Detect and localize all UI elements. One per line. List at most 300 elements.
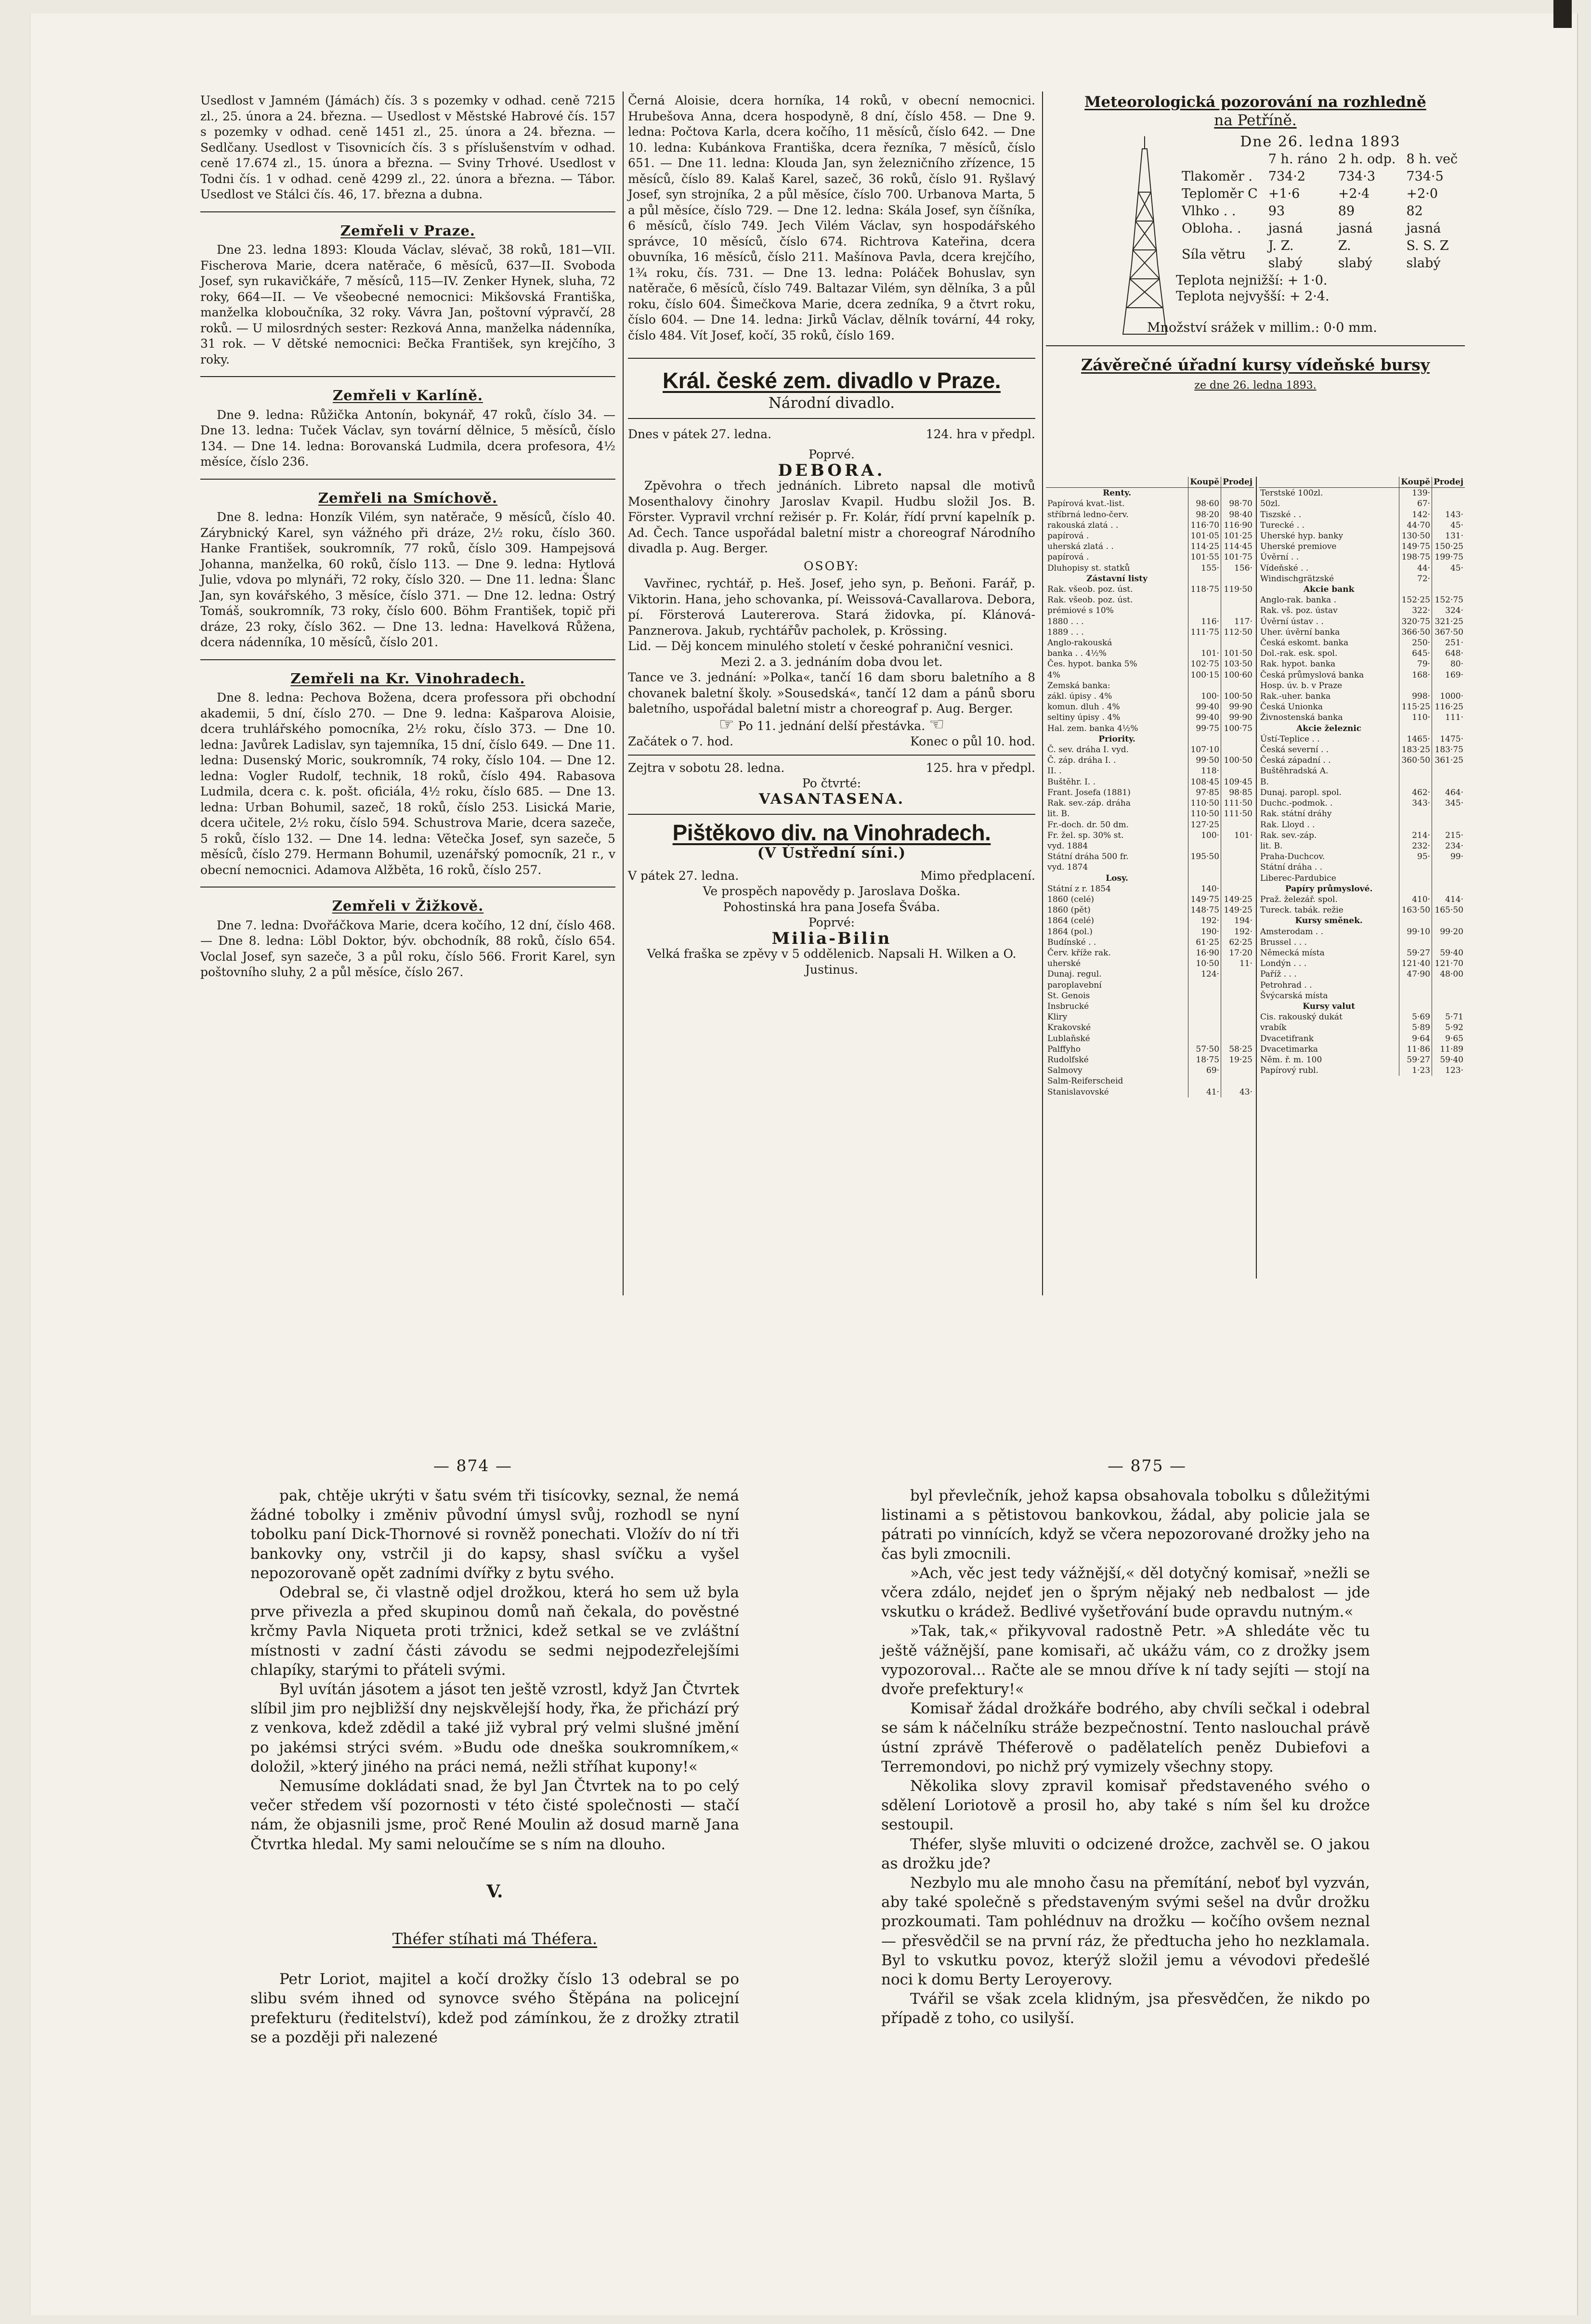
time-morning: 7 h. ráno [1268, 151, 1328, 167]
sell-price [1432, 777, 1465, 787]
sell-price: 1000· [1432, 691, 1465, 702]
security-name: Praž. železář. spol. [1260, 894, 1338, 904]
bourse-row [1259, 1055, 1465, 1065]
security-name: Londýn . . . [1260, 959, 1307, 969]
buy-price: 152·25 [1399, 595, 1432, 605]
buy-price [1188, 638, 1221, 648]
pressure-row [1177, 169, 1462, 185]
bourse-row [1046, 712, 1254, 723]
bourse-row [1259, 1065, 1465, 1076]
bourse-row [1046, 509, 1254, 520]
sell-price: 152·75 [1432, 595, 1465, 605]
setting-text: Lid. — Děj koncem minulého století v české pohraniční vesnici. [628, 639, 1014, 653]
sell-price [1432, 991, 1465, 1001]
bourse-row [1046, 648, 1254, 659]
buy-price [1188, 991, 1221, 1001]
end-time: Konec o půl 10. hod. [910, 734, 1035, 748]
sell-price [1221, 1065, 1254, 1076]
novel-paragraph: Théfer, slyše mluviti o odcizené drožce, zachvěl se. O jakou as drožku jde? [881, 1835, 1370, 1872]
humidity-row [1177, 203, 1462, 220]
bourse-table-left [1046, 477, 1254, 1097]
buy-price [1399, 680, 1432, 691]
sell-price: 11· [1221, 958, 1254, 969]
sell-price: 100·50 [1221, 755, 1254, 766]
sell-price [1221, 851, 1254, 862]
buy-price: 59·27 [1399, 1055, 1432, 1065]
security-name: lit. B. [1260, 841, 1283, 851]
sell-price: 103·50 [1221, 659, 1254, 669]
sell-price: 19·25 [1221, 1055, 1254, 1065]
deaths-prague-text: Dne 23. ledna 1893: Klouda Václav, slévač, 38 roků, 181—VII. Fischerova Marie, dcera natěrače, 6 měsíců, 637—II. Svoboda Josef, syn rukavičkáře, 7 měsíců, 115—IV. Zenker Hynek, sluha, 72 roky, 664—II. — Ve všeobecné nemocnici: Mikšovská Františka, manželka kloboučníka, 32 roky. Vávra Jan, poštovní výpravčí, 28 roků. — U milosrdných sester: Rezková Anna, manželka nádenníka, 31 rok. — V dětské nemocnici: Bečka František, syn krejčího, 3 roky. [200, 243, 615, 366]
play-title-milia-bilin: Milia-Bilin [771, 928, 892, 948]
security-name: Státní z r. 1854 [1047, 884, 1111, 894]
meteo-block [1046, 134, 1465, 341]
bourse-row [1046, 862, 1254, 873]
security-name: Dvacetifrank [1260, 1033, 1314, 1044]
security-name: Buštěhr. I. . [1047, 777, 1095, 787]
buy-price [1188, 680, 1221, 691]
meteo-table [1176, 134, 1465, 304]
bourse-row [1259, 958, 1465, 969]
sell-price: 1475· [1432, 734, 1465, 744]
security-name: Liberec-Pardubice [1260, 873, 1336, 883]
sell-price: 62·25 [1221, 937, 1254, 948]
security-name: rakouská zlatá . . [1047, 520, 1119, 530]
security-name: B. [1260, 777, 1269, 787]
buy-price [1399, 862, 1432, 873]
buy-price [1399, 873, 1432, 884]
sell-price: 45· [1432, 520, 1465, 531]
sell-price [1221, 980, 1254, 991]
buy-price: 57·50 [1188, 1044, 1221, 1055]
security-name: Rudolfské [1047, 1055, 1089, 1065]
buy-header: Koupě [1399, 477, 1432, 488]
bourse-row [1259, 755, 1465, 766]
divider [200, 211, 615, 212]
security-name: Uherské premiove [1260, 542, 1337, 552]
sell-price: 149·25 [1221, 894, 1254, 905]
bourse-row [1259, 616, 1465, 627]
bourse-row [1259, 937, 1465, 948]
buy-price: 44·70 [1399, 520, 1432, 531]
security-name: Dunaj. regul. [1047, 969, 1102, 979]
play-description: Zpěvohra o třech jednáních. Libreto napsal dle motivů Mosenthalovy činohry Jaroslav Kvapil. Hudbu složil Jos. B. Förster. Vypravil vrchní režisér p. Fr. Kolár, řídí první kapelník p. Ad. Čech. Tance uspořádal baletní mistr a choreograf Národního divadla p. Aug. Berger. [628, 479, 1035, 555]
sell-price: 99·20 [1432, 927, 1465, 937]
tomorrow-date: Zejtra v sobotu 28. ledna. [628, 760, 785, 775]
sell-price: 123· [1432, 1065, 1465, 1076]
bourse-row [1259, 702, 1465, 712]
sell-price [1221, 820, 1254, 830]
novel-column-left [250, 1486, 739, 2047]
tomorrow-line [628, 760, 1035, 776]
sky-value: jasná [1338, 221, 1373, 236]
bourse-row [1259, 605, 1465, 616]
sell-price [1221, 1012, 1254, 1022]
bourse-title: Závěrečné úřadní kursy vídeňské bursy [1081, 355, 1430, 374]
humidity-value: 93 [1268, 203, 1285, 219]
buy-price: 101·55 [1188, 552, 1221, 562]
bourse-row [1046, 1065, 1254, 1076]
buy-price: 250· [1399, 638, 1432, 648]
bourse-row [1259, 648, 1465, 659]
sky-row [1177, 221, 1462, 237]
wind-strength: slabý [1268, 255, 1303, 271]
bourse-row [1046, 627, 1254, 638]
sell-price: 192· [1221, 927, 1254, 937]
buy-price [1399, 884, 1432, 894]
security-name: Salmovy [1047, 1066, 1082, 1076]
security-name: Rak. sev.-záp. dráha [1047, 798, 1131, 809]
auctions-text: Usedlost v Jamném (Jámách) čís. 3 s pozemky v odhad. ceně 7215 zl., 25. února a 24. března. — Usedlost v Městské Habrové čís. 157 s pozemky v odhad. ceně 1451 zl., 25. února a 24. března. — Sedlčany. Usedlost v Tisovnicích čís. 3 s příslušenstvím v odhad. ceně 17.674 zl., 15. února a března. — Sviny Trhové. Usedlost v Todni čís. 1 v odhad. ceně 4299 zl., 22. února a března. — Tábor. Usedlost ve Stálci čís. 46, 17. března a dubna. [200, 93, 615, 201]
sell-price: 116·25 [1432, 702, 1465, 712]
security-name: Něm. ř. m. 100 [1260, 1055, 1322, 1065]
security-name: Akcie bank [1303, 585, 1355, 595]
bourse-row [1046, 884, 1254, 894]
pressure-value: 734·5 [1406, 169, 1444, 184]
sell-price [1221, 488, 1254, 499]
buy-price: 99·75 [1188, 723, 1221, 734]
sell-price: 100·50 [1221, 691, 1254, 702]
start-end-line [628, 734, 1035, 750]
chapter-title: Théfer stíhati má Théfera. [392, 1930, 598, 1948]
security-name: Státní dráha . . [1260, 862, 1323, 873]
security-name: Priority. [1098, 734, 1135, 744]
bourse-row [1046, 723, 1254, 734]
bourse-row [1046, 552, 1254, 562]
heading-deaths-prague: Zemřeli v Praze. [340, 222, 475, 239]
buy-price: 101·05 [1188, 531, 1221, 541]
deaths-continued-text: Černá Aloisie, dcera horníka, 14 roků, v obecní nemocnici. Hrubešova Anna, dcera hospodyně, 8 dní, číslo 458. — Dne 9. ledna: Počtova Karla, dcera kočího, 11 měsíců, číslo 642. — Dne 10. ledna: Kubánkova Františka, dcera řezníka, 7 měsíců, číslo 651. — Dne 11. ledna: Klouda Jan, syn železničního zřízence, 15 měsíců, číslo 89. Kalaš Karel, sazeč, 36 roků, číslo 91. Ryšlavý Josef, syn strojníka, 2 a půl měsíce, číslo 700. Urbanova Marta, 5 a půl měsíce, číslo 729. — Dne 12. ledna: Skála Josef, syn číšníka, 6 měsíců, číslo 749. Jech Vilém Václav, syn hospodářského správce, 10 měsíců, číslo 674. Richtrova Kateřina, dcera obuvníka, 16 měsíců, číslo 211. Mašínova Pavla, dcera krejčího, 1¾ roku, čís. 731. — Dne 13. ledna: Poláček Bohuslav, syn natěrače, 6 měsíců, číslo 749. Baltazar Vilém, syn dělníka, 3 a půl roku, číslo 604. Šimečkova Marie, dcera zedníka, 9 a čtvrt roku, číslo 604. — Dne 14. ledna: Jirků Václav, dělník tovární, 44 roky, číslo 484. Vít Josef, kočí, 35 roků, číslo 169. [628, 93, 1035, 342]
sell-price: 43· [1221, 1087, 1254, 1097]
buy-price: 114·25 [1188, 541, 1221, 552]
buy-price: 149·75 [1399, 541, 1432, 552]
sell-price: 98·85 [1221, 787, 1254, 798]
sell-price: 59·40 [1432, 1055, 1465, 1065]
bourse-header-row [1259, 477, 1465, 488]
bourse-row [1046, 969, 1254, 979]
security-name: Palffyho [1047, 1044, 1081, 1054]
security-name: Hal. zem. banka 4½% [1047, 723, 1138, 733]
sell-price: 111· [1432, 712, 1465, 723]
bourse-row [1046, 520, 1254, 531]
bourse-row [1046, 1012, 1254, 1022]
sell-price: 169· [1432, 670, 1465, 680]
security-name: Dol.-rak. esk. spol. [1260, 649, 1338, 659]
sell-price: 111·50 [1221, 798, 1254, 809]
sell-price: 99·90 [1221, 702, 1254, 712]
security-name: Uherské hyp. banky [1260, 531, 1343, 541]
bourse-row [1259, 841, 1465, 851]
bourse-row [1259, 777, 1465, 787]
bourse-row [1046, 851, 1254, 862]
security-name: Čes. hypot. banka 5% [1047, 659, 1137, 669]
sell-price: 183·75 [1432, 744, 1465, 755]
sell-price: 119·50 [1221, 584, 1254, 595]
buy-price: 97·85 [1188, 787, 1221, 798]
humidity-label: Vlhko . . [1182, 203, 1236, 219]
security-name: komun. dluh . 4% [1047, 702, 1120, 712]
buy-price: 5·69 [1399, 1012, 1432, 1022]
security-name: Švýcarská místa [1260, 991, 1328, 1001]
security-name: Papírový rubl. [1260, 1066, 1318, 1076]
sell-price: 9·65 [1432, 1033, 1465, 1044]
sell-price: 367·50 [1432, 627, 1465, 638]
page-number-right: — 875 — [1108, 1456, 1187, 1475]
temperature-value: +2·4 [1338, 186, 1370, 201]
buy-price: 110·50 [1188, 809, 1221, 819]
play-title-vasantasena: VASANTASENA. [758, 790, 905, 808]
security-name: Lublaňské [1047, 1033, 1090, 1044]
sell-price [1221, 873, 1254, 884]
security-name: 1880 . . . [1047, 616, 1084, 627]
sell-price: 100·60 [1221, 670, 1254, 680]
sell-price [1221, 884, 1254, 894]
buy-price [1188, 873, 1221, 884]
start-time: Začátek o 7. hod. [628, 734, 734, 748]
sell-price: 648· [1432, 648, 1465, 659]
sell-price: 215· [1432, 830, 1465, 841]
novel-paragraphs-right [881, 1486, 1370, 2028]
security-name: Insbrucké [1047, 1001, 1089, 1011]
bourse-row [1259, 798, 1465, 809]
buy-price: 462· [1399, 787, 1432, 798]
security-name: Krakovské [1047, 1023, 1091, 1033]
novel-column-right [881, 1486, 1370, 2028]
bourse-date: ze dne 26. ledna 1893. [1194, 379, 1317, 392]
buy-price: 100· [1188, 691, 1221, 702]
security-name: Akcie železnic [1296, 723, 1362, 733]
security-name: stříbrná ledno-červ. [1047, 509, 1129, 520]
security-name: Budínské . . [1047, 937, 1096, 947]
buy-price [1188, 980, 1221, 991]
humidity-value: 82 [1406, 203, 1423, 219]
cast-heading: OSOBY: [804, 559, 860, 573]
buy-price: 47·90 [1399, 969, 1432, 979]
security-name: prémiové s 10% [1047, 606, 1114, 616]
security-name: Tureck. tabák. režie [1260, 905, 1343, 915]
security-name: 1864 (pol.) [1047, 927, 1093, 937]
theatre-national-title: Král. české zem. divadlo v Praze. [663, 368, 1001, 393]
bourse-quotes-right [1259, 477, 1465, 1076]
divider [200, 887, 615, 888]
buy-header: Koupě [1188, 477, 1221, 488]
security-name: Duchc.-podmok. . [1260, 798, 1333, 809]
security-name: Fr. žel. sp. 30% st. [1047, 830, 1124, 840]
security-name: banka . . 4½% [1047, 649, 1107, 659]
sell-price: 112·50 [1221, 627, 1254, 638]
sky-value: jasná [1406, 221, 1441, 236]
security-name: Amsterodam . . [1260, 927, 1324, 937]
security-name: papírová . [1047, 531, 1089, 541]
theatre-vinohrady-subtitle: (V Ústřední síni.) [757, 845, 906, 862]
bourse-row [1259, 830, 1465, 841]
wind-label: Síla větru [1182, 247, 1246, 262]
sell-price: 101·25 [1221, 531, 1254, 541]
bourse-row [1259, 1044, 1465, 1055]
temperature-row [1177, 186, 1462, 202]
buy-price [1188, 595, 1221, 605]
buy-price: 116·70 [1188, 520, 1221, 531]
buy-price: 18·75 [1188, 1055, 1221, 1065]
security-name: vyd. 1884 [1047, 841, 1088, 851]
bourse-row [1046, 531, 1254, 541]
security-name: Česká Unionka [1260, 702, 1323, 712]
wind-strength: slabý [1338, 255, 1372, 271]
security-name: Kursy valut [1303, 1001, 1355, 1011]
bourse-row [1259, 744, 1465, 755]
buy-price: 168· [1399, 670, 1432, 680]
bourse-row [1046, 958, 1254, 969]
column-deaths-1 [200, 93, 615, 980]
security-name: seltiny úpisy . 4% [1047, 713, 1121, 723]
bourse-table-right [1259, 477, 1465, 1076]
bourse-row [1259, 659, 1465, 669]
security-name: II. . [1047, 766, 1062, 776]
buy-price: 67· [1399, 498, 1432, 509]
security-name: Turecké . . [1260, 520, 1304, 530]
buy-price: 155· [1188, 563, 1221, 574]
bourse-row [1046, 798, 1254, 809]
bourse-row [1046, 894, 1254, 905]
sell-price [1221, 1001, 1254, 1012]
vinohrady-description: Velká fraška se zpěvy v 5 oddělenicb. Napsali H. Wilken a O. Justinus. [647, 947, 1017, 977]
security-name: Rak. hypot. banka [1260, 659, 1336, 669]
security-name: Brussel . . . [1260, 937, 1307, 947]
security-name: Windischgrätzské [1260, 574, 1334, 584]
temperature-label: Teploměr C [1182, 186, 1258, 201]
bourse-row [1259, 1001, 1465, 1012]
novel-paragraph: Tvářil se však zcela klidným, jsa přesvědčen, že nikdo po případě z toho, co usilyší. [881, 1990, 1370, 2027]
buy-price [1188, 1076, 1221, 1086]
wind-direction: J. Z. [1268, 238, 1294, 253]
security-name: Úvěrní . . [1260, 552, 1299, 562]
buy-price [1188, 488, 1221, 499]
bourse-row [1259, 787, 1465, 798]
buy-price [1399, 991, 1432, 1001]
security-name: papírová . [1047, 552, 1089, 562]
sell-price [1432, 980, 1465, 991]
buy-price: 16·90 [1188, 948, 1221, 958]
buy-price [1188, 841, 1221, 851]
buy-price [1399, 980, 1432, 991]
buy-price: 102·75 [1188, 659, 1221, 669]
security-name: Živnostenská banka [1260, 713, 1343, 723]
sell-price [1221, 744, 1254, 755]
sell-price: 464· [1432, 787, 1465, 798]
buy-price: 59·27 [1399, 948, 1432, 958]
sell-price [1221, 595, 1254, 605]
bourse-row [1259, 894, 1465, 905]
sell-price [1432, 1001, 1465, 1012]
vinohrady-subscription: Mimo předplacení. [920, 868, 1035, 883]
sell-price: 116·90 [1221, 520, 1254, 531]
sell-price [1432, 488, 1465, 499]
heading-deaths-vinohrady: Zemřeli na Kr. Vinohradech. [290, 670, 525, 687]
sell-price: 150·25 [1432, 541, 1465, 552]
security-name: Č. sev. dráha I. vyd. [1047, 745, 1129, 755]
bourse-row [1046, 734, 1254, 744]
security-name: Státní dráha 500 fr. [1047, 852, 1129, 862]
sell-header: Prodej [1432, 477, 1465, 488]
bourse-row [1046, 937, 1254, 948]
security-name: Stanislavovské [1047, 1087, 1109, 1097]
security-name: Salm-Reiferscheid [1047, 1076, 1123, 1086]
bourse-row [1259, 873, 1465, 884]
buy-price: 410· [1399, 894, 1432, 905]
buy-price: 148·75 [1188, 905, 1221, 915]
sell-price: 99· [1432, 851, 1465, 862]
temperature-value: +1·6 [1268, 186, 1300, 201]
bourse-row [1046, 595, 1254, 605]
buy-price: 61·25 [1188, 937, 1221, 948]
sell-price: 251· [1432, 638, 1465, 648]
security-name: Papírová kvat.-list. [1047, 499, 1125, 509]
sell-price: 194· [1221, 915, 1254, 926]
buy-price [1399, 777, 1432, 787]
buy-price [1399, 809, 1432, 819]
deaths-zizkov-text: Dne 7. ledna: Dvořáčkova Marie, dcera kočího, 12 dní, číslo 468. — Dne 8. ledna: Löbl Doktor, býv. obchodník, 88 roků, číslo 654. Voclal Josef, syn sazeče, 3 a půl roku, číslo 566. Frorit Karel, syn poštovního sluhy, 2 a půl měsíce, číslo 267. [200, 918, 615, 979]
sell-price [1221, 862, 1254, 873]
sell-price: 234· [1432, 841, 1465, 851]
security-name: Anglo-rak. banka . [1260, 595, 1337, 605]
buy-price [1399, 820, 1432, 830]
bourse-row [1259, 691, 1465, 702]
novel-paragraph: byl převlečník, jehož kapsa obsahovala tobolku s důležitými listinami a s pětistovou bankovkou, žádal, aby policie jala se pátrati po vinnících, když se včera nepozorované drožky jeho na čas byli zmocnili. [881, 1487, 1370, 1563]
security-name: Německá místa [1260, 948, 1325, 958]
security-name: Česká západní . . [1260, 756, 1331, 766]
time-afternoon: 2 h. odp. [1338, 151, 1396, 167]
bourse-row [1046, 873, 1254, 884]
buy-price: 11·86 [1399, 1044, 1432, 1055]
buy-price: 41· [1188, 1087, 1221, 1097]
bourse-row [1046, 605, 1254, 616]
bourse-row [1259, 980, 1465, 991]
sell-price [1432, 820, 1465, 830]
security-name: Česká eskomt. banka [1260, 638, 1349, 648]
security-name: Zemská banka: [1047, 680, 1110, 691]
security-name: Frant. Josefa (1881) [1047, 787, 1131, 797]
pause-line [628, 714, 1035, 734]
novel-paragraph: Komisař žádal drožkáře bodrého, aby chvíli sečkal i odebral se sám k náčelníku stráže bezpečnostní. Tento naslouchal právě ústní zprávě Théferově o padělatelích peněz Dubiefovi a Terremondovi, po nichž prý vymizely všechny stopy. [881, 1700, 1370, 1776]
novel-paragraph: Nemusíme dokládati snad, že byl Jan Čtvrtek na to po celý večer středem vší pozornosti v této čisté společnosti — stačí nám, že objasnili jsme, proč René Moulin až dosud marně Jana Čtvrtka hledal. My sami neloučíme se s ním na dlouho. [250, 1777, 739, 1853]
buy-price: 116· [1188, 616, 1221, 627]
bourse-row [1259, 766, 1465, 776]
sell-price: 5·71 [1432, 1012, 1465, 1022]
bourse-row [1046, 905, 1254, 915]
sell-price: 109·45 [1221, 777, 1254, 787]
performance-line [628, 427, 1035, 443]
sell-price [1221, 605, 1254, 616]
security-name: Renty. [1103, 488, 1132, 498]
humidity-value: 89 [1338, 203, 1355, 219]
buy-price: 118· [1188, 766, 1221, 776]
sell-price: 149·25 [1221, 905, 1254, 915]
sell-price [1432, 915, 1465, 926]
security-name: Papíry průmyslové. [1285, 884, 1373, 894]
security-name: Petrohrad . . [1260, 980, 1312, 990]
heading-deaths-zizkov: Zemřeli v Žižkově. [332, 898, 484, 914]
theatre-national-subtitle: Národní divadlo. [768, 394, 895, 412]
buy-price [1399, 723, 1432, 734]
bourse-row [1259, 905, 1465, 915]
temp-max: Teplota nejvyšší: + 2·4. [1176, 288, 1330, 304]
sell-price: 143· [1432, 509, 1465, 520]
scan-edge-marker [1553, 0, 1572, 28]
bourse-row [1046, 820, 1254, 830]
sell-price [1432, 498, 1465, 509]
sell-price: 199·75 [1432, 552, 1465, 562]
buy-price: 101· [1188, 648, 1221, 659]
